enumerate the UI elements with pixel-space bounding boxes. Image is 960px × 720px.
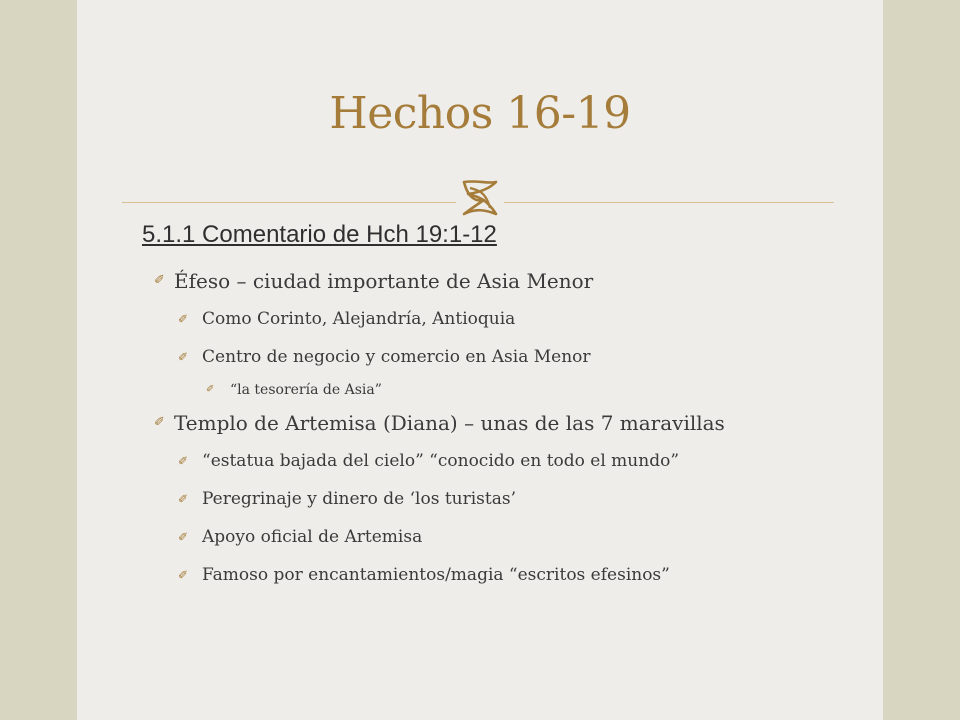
list-item-text: Famoso por encantamientos/magia “escritos efesinos”	[202, 565, 670, 585]
list-item	[142, 404, 872, 442]
slide-title: Hechos 16-19	[329, 88, 631, 139]
list-item-text: Templo de Artemisa (Diana) – unas de las 7 maravillas	[174, 411, 725, 435]
script-swash-bullet-icon: ✐	[154, 415, 165, 430]
list-item	[142, 556, 872, 594]
list-item-text: “estatua bajada del cielo” “conocido en todo el mundo”	[202, 451, 680, 471]
script-swash-bullet-icon: ✐	[154, 273, 165, 288]
list-item-text: Éfeso – ciudad importante de Asia Menor	[174, 269, 594, 293]
script-swash-bullet-icon: ✐	[206, 384, 215, 395]
decorative-flourish-icon	[456, 174, 504, 222]
list-item	[142, 338, 872, 376]
script-swash-bullet-icon: ✐	[178, 454, 189, 468]
list-item	[142, 376, 872, 404]
list-item	[142, 480, 872, 518]
script-swash-bullet-icon: ✐	[178, 350, 189, 364]
list-item	[142, 262, 872, 300]
list-item-text: Apoyo oficial de Artemisa	[202, 527, 423, 547]
script-swash-bullet-icon: ✐	[178, 530, 189, 544]
section-heading: 5.1.1 Comentario de Hch 19:1-12	[142, 221, 497, 248]
list-item	[142, 518, 872, 556]
script-swash-bullet-icon: ✐	[178, 568, 189, 582]
script-swash-bullet-icon: ✐	[178, 492, 189, 506]
list-item-text: “la tesorería de Asia”	[230, 382, 382, 398]
list-item	[142, 300, 872, 338]
list-item-text: Como Corinto, Alejandría, Antioquia	[202, 309, 516, 329]
slide-body	[142, 220, 872, 594]
list-item-text: Centro de negocio y comercio en Asia Menor	[202, 347, 591, 367]
list-item-text: Peregrinaje y dinero de ‘los turistas’	[202, 489, 517, 509]
script-swash-bullet-icon: ✐	[178, 312, 189, 326]
bullet-list	[142, 262, 872, 594]
list-item	[142, 442, 872, 480]
